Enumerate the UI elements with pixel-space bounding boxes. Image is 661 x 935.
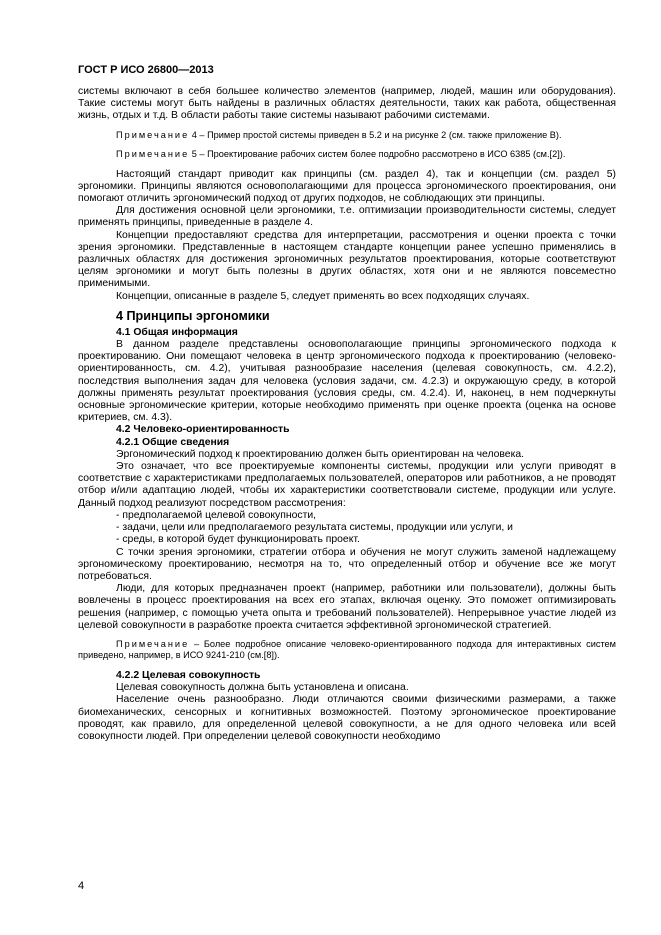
section-heading-4: 4 Принципы эргономики xyxy=(116,308,270,323)
subsection-heading-4-2: 4.2 Человеко-ориентированность xyxy=(116,424,290,436)
paragraph: Для достижения основной цели эргономики, т.е. оптимизации производительности системы, следует применять принципы, приведенные в разделе 4. xyxy=(78,205,616,229)
document-header: ГОСТ Р ИСО 26800—2013 xyxy=(78,64,214,76)
paragraph: Целевая совокупность должна быть установлена и описана. xyxy=(116,682,409,694)
list-item: - предполагаемой целевой совокупности, xyxy=(116,509,317,521)
subsection-heading-4-2-1: 4.2.1 Общие сведения xyxy=(116,436,230,448)
subsection-heading-4-1: 4.1 Общая информация xyxy=(116,326,238,338)
paragraph: системы включают в себя большее количество элементов (например, людей, машин или оборудования). Такие системы могут быть найдены в различных областях деятельности, таких как работа, общественная жизнь, отдых и т.д. В области работы такие системы называют рабочими системами. xyxy=(78,86,616,122)
note-4 xyxy=(78,130,616,142)
document-body xyxy=(78,86,616,743)
page-number: 4 xyxy=(78,880,85,892)
note-text: 5 – Проектирование рабочих систем более подробно рассмотрено в ИСО 6385 (см.[2]). xyxy=(191,149,566,160)
note-5 xyxy=(78,149,616,161)
paragraph: С точки зрения эргономики, стратегии отбора и обучения не могут служить заменой надлежащему эргономическому проектированию, несмотря на то, что определенный отбор и обучение все же могут потребоваться. xyxy=(78,546,616,582)
paragraph: Население очень разнообразно. Люди отличаются своими физическими размерами, а также биомеханических, сенсорных и когнитивных возможностей. Поэтому эргономическое проектирование проводят, как правило, для определенной целевой совокупности, а не для одного человека или всей совокупности людей. При определении целевой совокупности необходимо xyxy=(78,694,616,742)
note-label: Примечание xyxy=(116,638,190,649)
list-item: - среды, в которой будет функционировать проект. xyxy=(116,534,360,546)
note-6 xyxy=(78,639,616,662)
paragraph: Люди, для которых предназначен проект (например, работники или пользователи), должны быть вовлечены в процесс проектирования на всех его этапах, включая оценку. Это поможет оптимизировать решения (например, с помощью учета опыта и требований пользователей). Непрерывное участие людей из целевой совокупности в разработке проекта считается эффективной эргономической стратегией. xyxy=(78,583,616,631)
note-text: 4 – Пример простой системы приведен в 5.2 и на рисунке 2 (см. также приложение В). xyxy=(191,129,562,140)
note-label: Примечание xyxy=(116,129,190,140)
list-item: - задачи, цели или предполагаемого результата системы, продукции или услуги, и xyxy=(116,522,513,534)
paragraph: Концепции, описанные в разделе 5, следует применять во всех подходящих случаях. xyxy=(116,290,530,302)
paragraph: Эргономический подход к проектированию должен быть ориентирован на человека. xyxy=(116,448,525,460)
subsection-heading-4-2-2: 4.2.2 Целевая совокупность xyxy=(116,669,261,681)
paragraph: В данном разделе представлены основополагающие принципы эргономического подхода к проектированию. Они помещают человека в центр эргономического подхода к проектированию (человеко-ориентированность, см. 4.2), учитывая разнообразие населения (целевая совокупность, см. 4.2.2), последствия выполнения задач для человека (условия задачи, см. 4.2.3) и окружающую среду, в которой должны применять результат проектирования (условия среды, см. 4.2.4). И, наконец, в нем подчеркнуты основные эргономические критерии, которые необходимо применять при оценке проекта (оценка на основе критериев, см. 4.3). xyxy=(78,339,616,424)
paragraph: Концепции предоставляют средства для интерпретации, рассмотрения и оценки проекта с точки зрения эргономики. Представленные в настоящем стандарте концепции ранее успешно применялись в различных областях для достижения эргономичных результатов проектирования, которые соответствуют целям эргономики и могут быть полезны в других областях, хотя они и не являются повсеместно применимыми. xyxy=(78,229,616,290)
note-text: – Более подробное описание человеко-ориентированного подхода для интерактивных систем приведено, например, в ИСО 9241-210 (см.[8]). xyxy=(78,638,616,661)
note-label: Примечание xyxy=(116,149,190,160)
paragraph: Настоящий стандарт приводит как принципы (см. раздел 4), так и концепции (см. раздел 5) эргономики. Принципы являются основополагающими для процесса эргономического проектирования, они помогают отличить эргономический подход от других подходов, не соблюдающих эти принципы. xyxy=(78,168,616,205)
paragraph: Это означает, что все проектируемые компоненты системы, продукции или услуги приводят в соответствие с характеристиками предполагаемых пользователей, операторов или работников, а не проводят отбор и/или адаптацию людей, чтобы их характеристики соответствовали системе, продукции или услуге. Данный подход реализуют посредством рассмотрения: xyxy=(78,461,616,509)
